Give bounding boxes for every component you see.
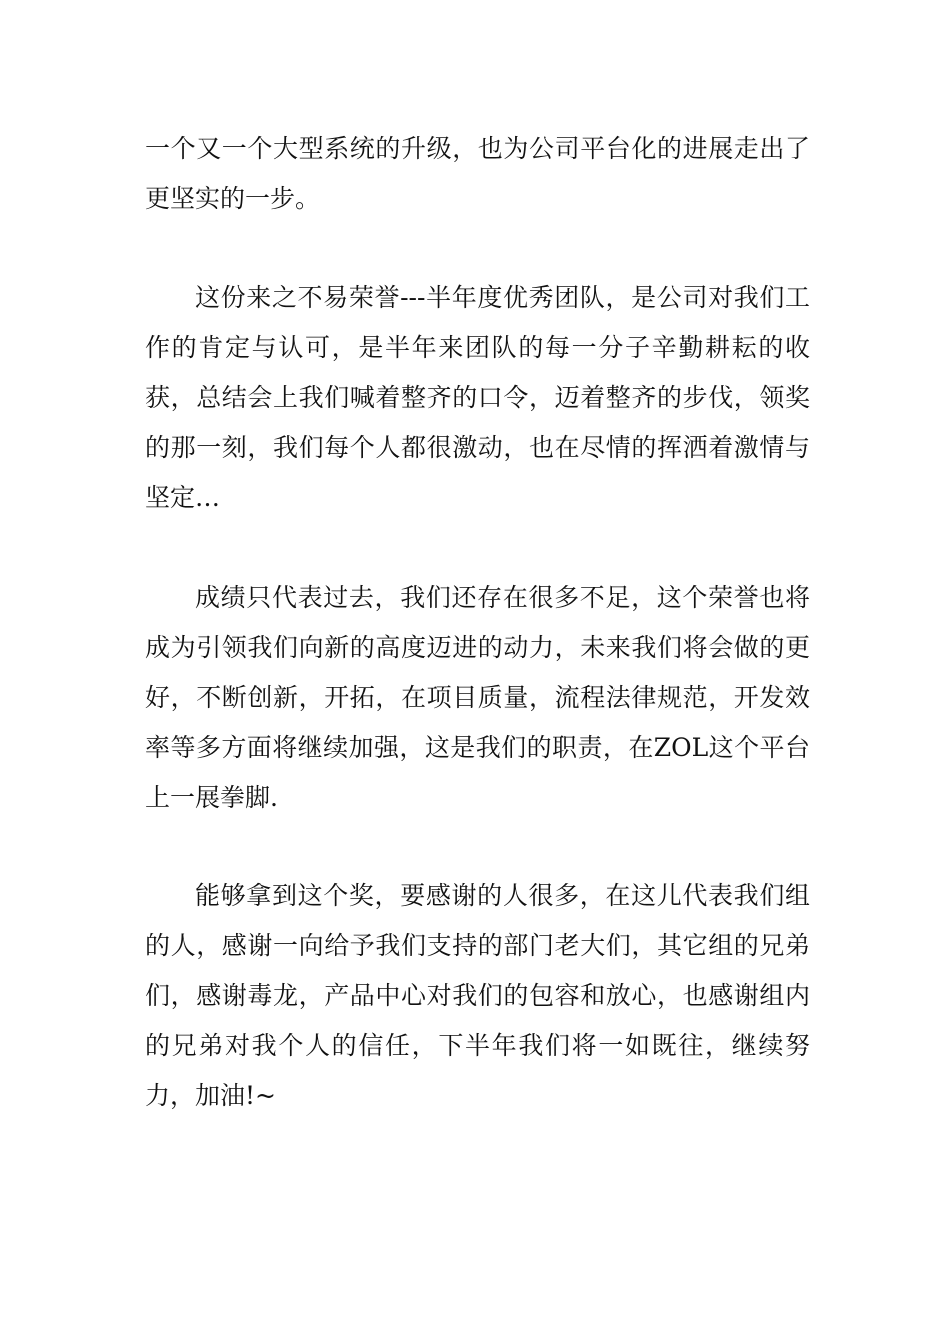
paragraph-continuation: 一个又一个大型系统的升级，也为公司平台化的进展走出了更坚实的一步。 — [145, 134, 810, 213]
paragraph-achievement: 成绩只代表过去，我们还存在很多不足，这个荣誉也将成为引领我们向新的高度迈进的动力，未来我们将会做的更好，不断创新，开拓，在项目质量，流程法律规范，开发效率等多方面将继续加强，这是我们的职责，在ZOL这个平台上一展拳脚. — [145, 583, 810, 812]
paragraph-honor: 这份来之不易荣誉---半年度优秀团队，是公司对我们工作的肯定与认可，是半年来团队的每一分子辛勤耕耘的收获，总结会上我们喊着整齐的口令，迈着整齐的步伐，领奖的那一刻，我们每个人都很激动，也在尽情的挥洒着激情与坚定… — [145, 283, 810, 512]
paragraph-thanks: 能够拿到这个奖，要感谢的人很多，在这儿代表我们组的人，感谢一向给予我们支持的部门老大们，其它组的兄弟们，感谢毒龙，产品中心对我们的包容和放心，也感谢组内的兄弟对我个人的信任，下半年我们将一如既往，继续努力，加油!~ — [145, 881, 810, 1110]
